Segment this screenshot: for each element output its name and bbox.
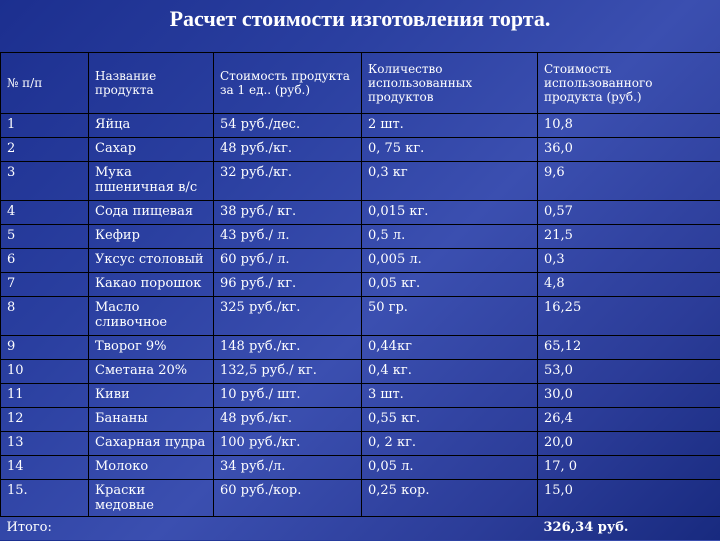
quantity-cell: 0,55 кг. [362, 408, 538, 432]
product-name-cell: Масло сливочное [89, 297, 214, 336]
row-number-cell: 4 [1, 201, 89, 225]
row-number-cell: 15. [1, 480, 89, 517]
unit-price-cell: 43 руб./ л. [214, 225, 362, 249]
cost-cell: 10,8 [538, 114, 720, 138]
row-number-cell: 9 [1, 336, 89, 360]
product-name-cell: Уксус столовый [89, 249, 214, 273]
product-name-cell: Яйца [89, 114, 214, 138]
table-row [1, 408, 720, 432]
cost-cell: 36,0 [538, 138, 720, 162]
quantity-cell: 0,05 кг. [362, 273, 538, 297]
header-number: № п/п [1, 53, 89, 114]
unit-price-cell: 48 руб./кг. [214, 408, 362, 432]
row-number-cell: 3 [1, 162, 89, 201]
row-number-cell: 13 [1, 432, 89, 456]
cost-cell: 0,57 [538, 201, 720, 225]
cost-cell: 15,0 [538, 480, 720, 517]
product-name-cell: Творог 9% [89, 336, 214, 360]
header-cost: Стоимость использованного продукта (руб.) [538, 53, 720, 114]
table-row [1, 336, 720, 360]
table-row [1, 225, 720, 249]
table-row [1, 273, 720, 297]
row-number-cell: 10 [1, 360, 89, 384]
table-header-row [1, 53, 720, 114]
table-row [1, 360, 720, 384]
row-number-cell: 1 [1, 114, 89, 138]
cost-cell: 53,0 [538, 360, 720, 384]
quantity-cell: 0,4 кг. [362, 360, 538, 384]
quantity-cell: 0,25 кор. [362, 480, 538, 517]
page-title: Расчет стоимости изготовления торта. [0, 6, 720, 32]
unit-price-cell: 10 руб./ шт. [214, 384, 362, 408]
header-product-name: Название продукта [89, 53, 214, 114]
header-unit-price: Стоимость продукта за 1 ед.. (руб.) [214, 53, 362, 114]
quantity-cell: 0,44кг [362, 336, 538, 360]
quantity-cell: 0,05 л. [362, 456, 538, 480]
cost-table [0, 52, 720, 541]
unit-price-cell: 34 руб./л. [214, 456, 362, 480]
unit-price-cell: 148 руб./кг. [214, 336, 362, 360]
table-row [1, 432, 720, 456]
unit-price-cell: 325 руб./кг. [214, 297, 362, 336]
table-row [1, 384, 720, 408]
unit-price-cell: 100 руб./кг. [214, 432, 362, 456]
table-row [1, 249, 720, 273]
table-row [1, 297, 720, 336]
table-row [1, 138, 720, 162]
row-number-cell: 5 [1, 225, 89, 249]
cost-cell: 20,0 [538, 432, 720, 456]
table-row [1, 114, 720, 138]
total-label: Итого: [1, 517, 89, 541]
unit-price-cell: 132,5 руб./ кг. [214, 360, 362, 384]
row-number-cell: 12 [1, 408, 89, 432]
row-number-cell: 8 [1, 297, 89, 336]
unit-price-cell: 48 руб./кг. [214, 138, 362, 162]
unit-price-cell: 38 руб./ кг. [214, 201, 362, 225]
row-number-cell: 2 [1, 138, 89, 162]
product-name-cell: Сметана 20% [89, 360, 214, 384]
total-value: 326,34 руб. [538, 517, 720, 541]
row-number-cell: 6 [1, 249, 89, 273]
cost-cell: 0,3 [538, 249, 720, 273]
quantity-cell: 0, 75 кг. [362, 138, 538, 162]
unit-price-cell: 96 руб./ кг. [214, 273, 362, 297]
table-row [1, 201, 720, 225]
total-row [1, 517, 720, 541]
cost-cell: 26,4 [538, 408, 720, 432]
product-name-cell: Краски медовые [89, 480, 214, 517]
product-name-cell: Молоко [89, 456, 214, 480]
cost-cell: 65,12 [538, 336, 720, 360]
product-name-cell: Какао порошок [89, 273, 214, 297]
unit-price-cell: 60 руб./ л. [214, 249, 362, 273]
cost-cell: 4,8 [538, 273, 720, 297]
quantity-cell: 0,3 кг [362, 162, 538, 201]
quantity-cell: 0,015 кг. [362, 201, 538, 225]
quantity-cell: 3 шт. [362, 384, 538, 408]
quantity-cell: 0,005 л. [362, 249, 538, 273]
header-quantity: Количество использованных продуктов [362, 53, 538, 114]
cost-cell: 16,25 [538, 297, 720, 336]
quantity-cell: 0, 2 кг. [362, 432, 538, 456]
cost-cell: 21,5 [538, 225, 720, 249]
product-name-cell: Киви [89, 384, 214, 408]
product-name-cell: Кефир [89, 225, 214, 249]
quantity-cell: 50 гр. [362, 297, 538, 336]
product-name-cell: Сахарная пудра [89, 432, 214, 456]
table-row [1, 456, 720, 480]
product-name-cell: Мука пшеничная в/с [89, 162, 214, 201]
table-row [1, 480, 720, 517]
row-number-cell: 14 [1, 456, 89, 480]
unit-price-cell: 60 руб./кор. [214, 480, 362, 517]
row-number-cell: 11 [1, 384, 89, 408]
quantity-cell: 0,5 л. [362, 225, 538, 249]
product-name-cell: Бананы [89, 408, 214, 432]
row-number-cell: 7 [1, 273, 89, 297]
unit-price-cell: 32 руб./кг. [214, 162, 362, 201]
cost-cell: 9,6 [538, 162, 720, 201]
product-name-cell: Сода пищевая [89, 201, 214, 225]
product-name-cell: Сахар [89, 138, 214, 162]
cost-cell: 30,0 [538, 384, 720, 408]
table-row [1, 162, 720, 201]
unit-price-cell: 54 руб./дес. [214, 114, 362, 138]
cost-cell: 17, 0 [538, 456, 720, 480]
quantity-cell: 2 шт. [362, 114, 538, 138]
